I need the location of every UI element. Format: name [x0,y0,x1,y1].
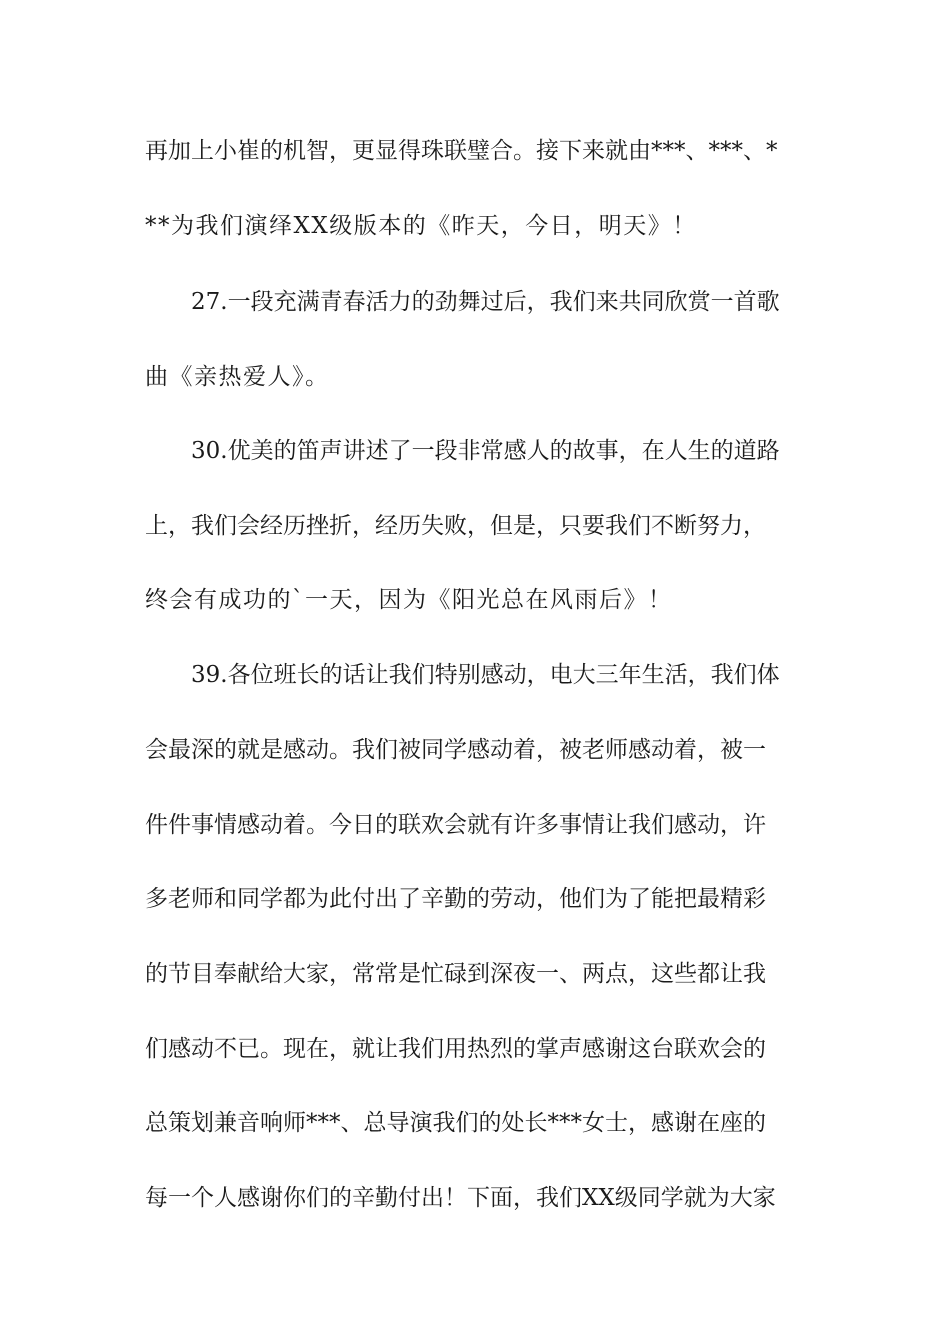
text-line: 曲《亲热爱人》。 [145,364,330,390]
text-line: **为我们演绎XX级版本的《昨天，今日，明天》！ [145,213,697,239]
text-line: 每一个人感谢你们的辛勤付出！下面，我们XX级同学就为大家 [145,1185,776,1211]
text-line: 总策划兼音响师***、总导演我们的处长***女士，感谢在座的 [145,1110,766,1136]
paragraph-27-first-line: 27.一段充满青春活力的劲舞过后，我们来共同欣赏一首歌 [191,289,780,315]
text-line: 多老师和同学都为此付出了辛勤的劳动，他们为了能把最精彩 [145,886,766,912]
text-line: 终会有成功的`一天，因为《阳光总在风雨后》！ [145,587,673,613]
text-line: 上，我们会经历挫折，经历失败，但是，只要我们不断努力， [145,513,766,539]
text-line: 会最深的就是感动。我们被同学感动着，被老师感动着，被一 [145,737,766,763]
paragraph-30-first-line: 30.优美的笛声讲述了一段非常感人的故事，在人生的道路 [191,438,780,464]
text-line: 件件事情感动着。今日的联欢会就有许多事情让我们感动，许 [145,812,766,838]
text-line: 再加上小崔的机智，更显得珠联璧合。接下来就由***、***、* [145,138,778,164]
paragraph-39-first-line: 39.各位班长的话让我们特别感动，电大三年生活，我们体 [191,662,780,688]
text-line: 们感动不已。现在，就让我们用热烈的掌声感谢这台联欢会的 [145,1036,766,1062]
text-line: 的节目奉献给大家，常常是忙碌到深夜一、两点，这些都让我 [145,961,766,987]
